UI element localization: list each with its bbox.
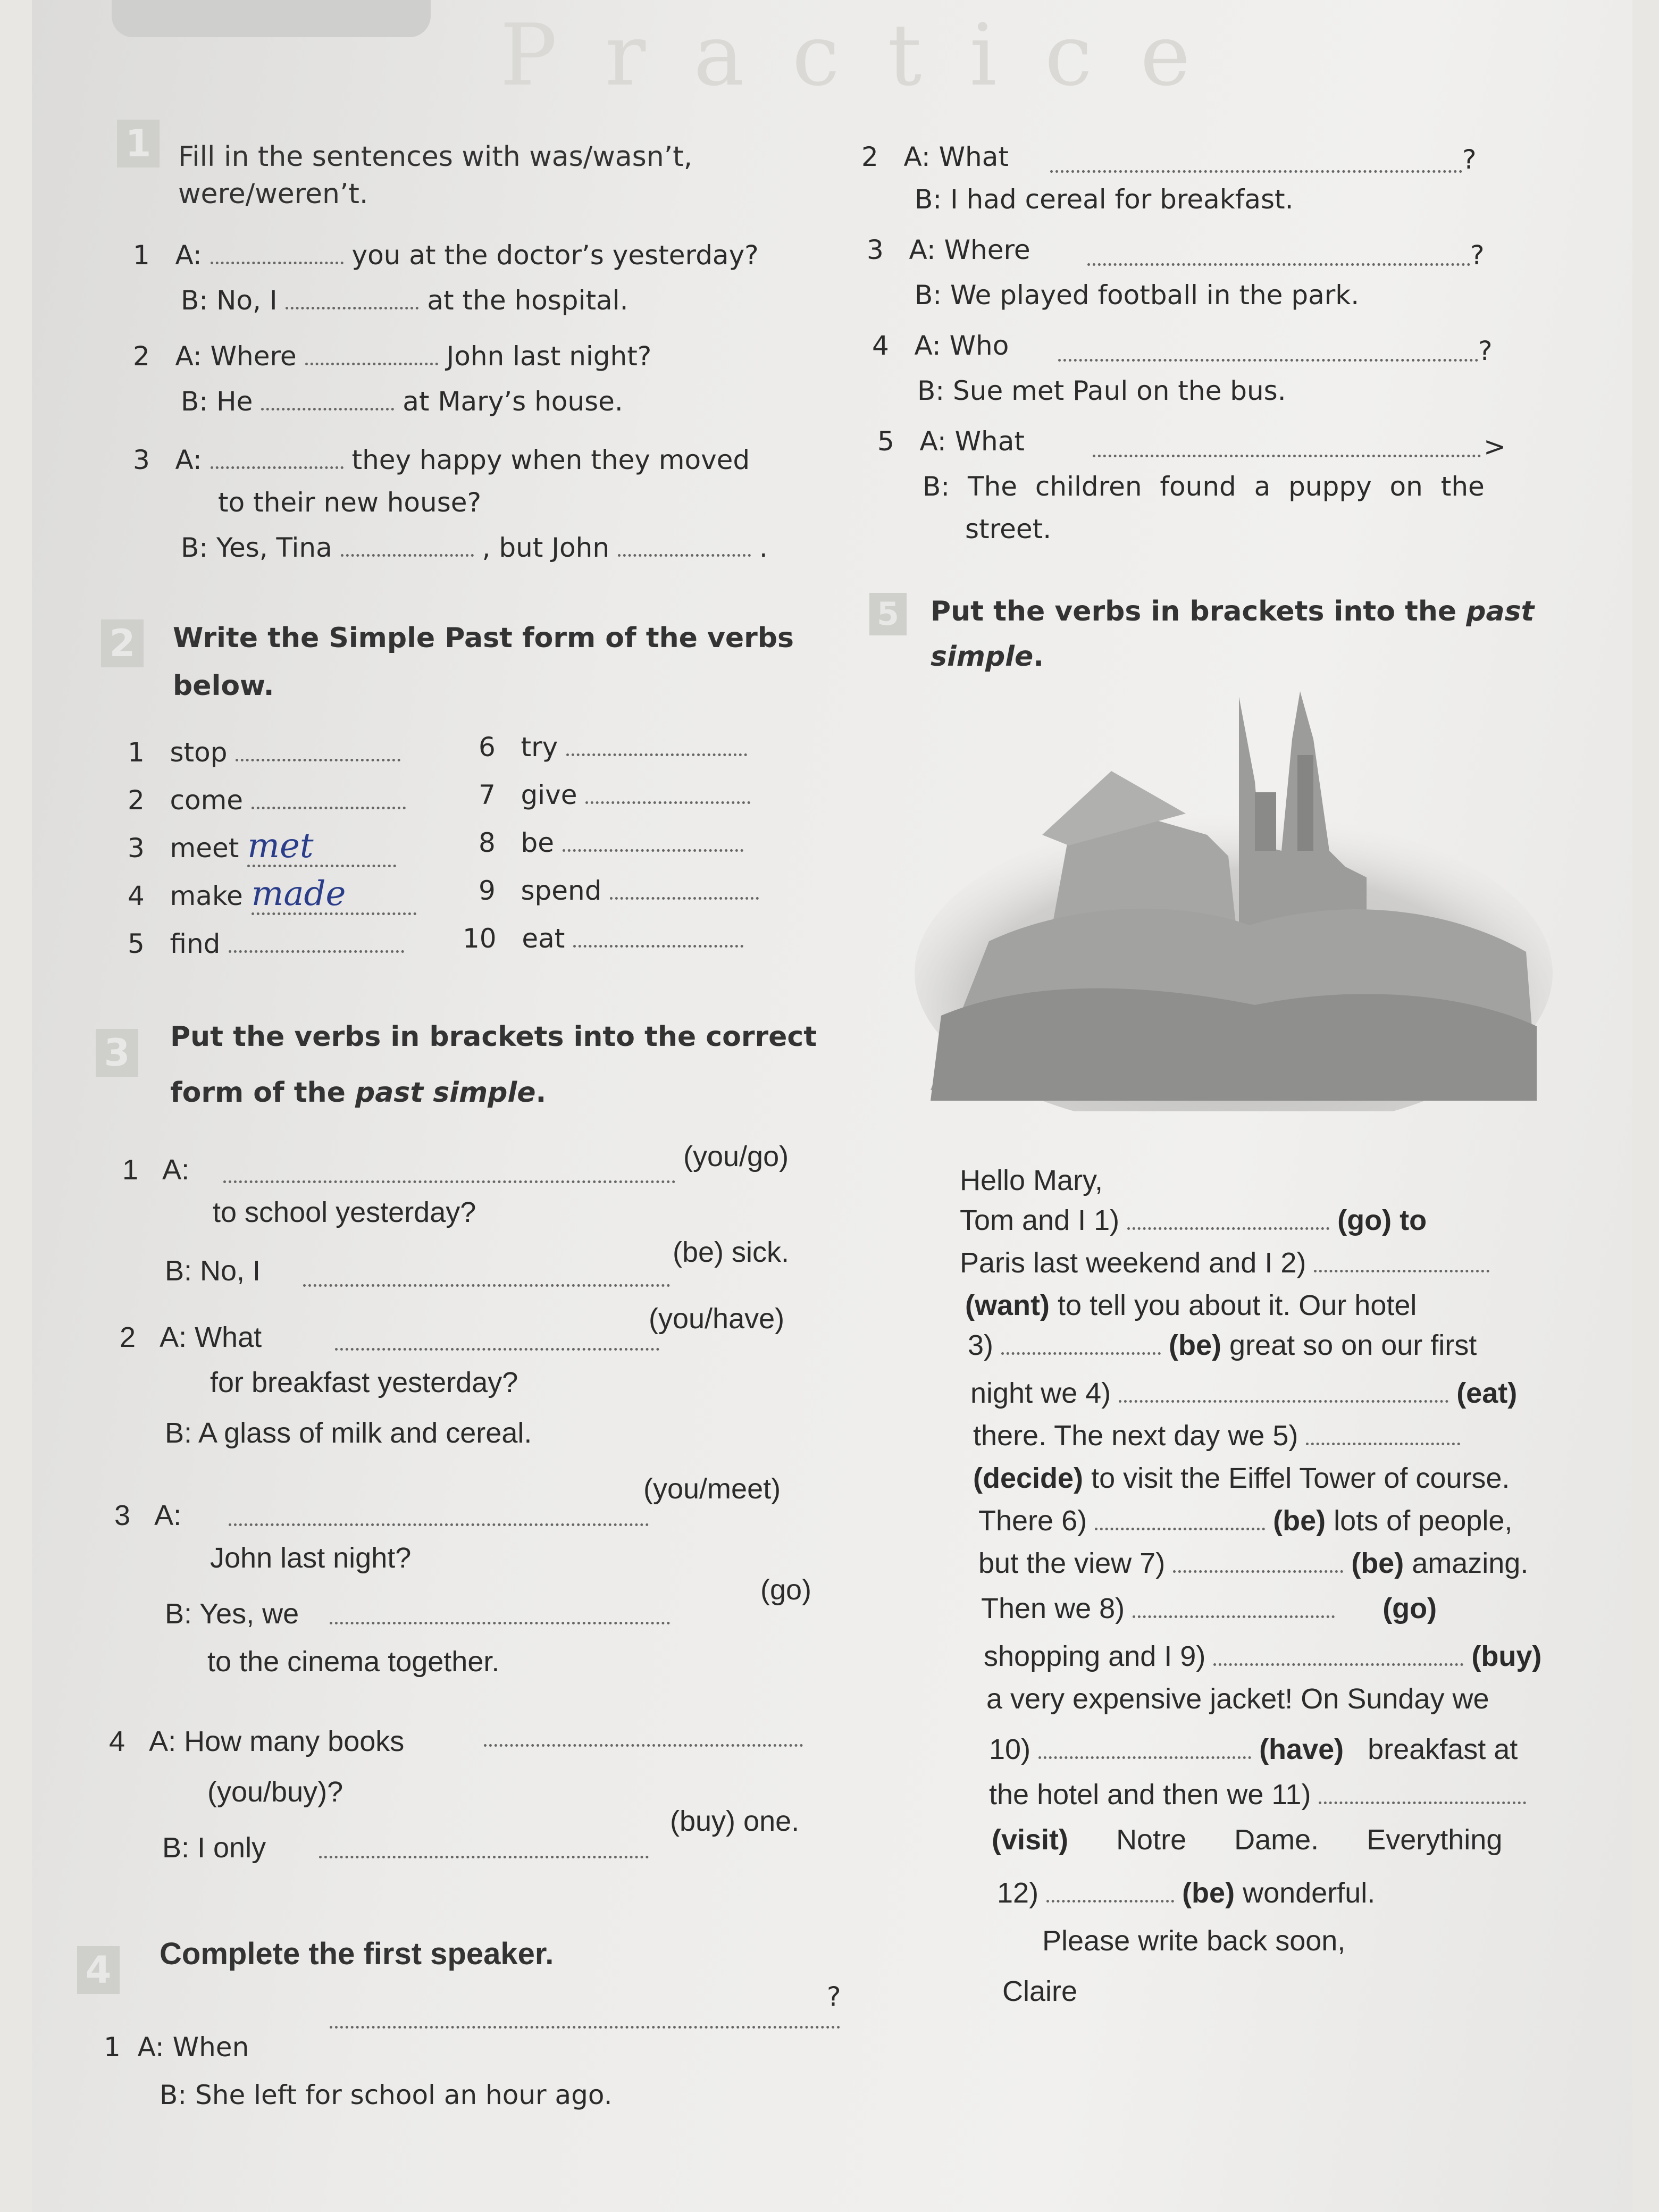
ex4-blank-1[interactable]	[330, 2005, 840, 2029]
ex3-blank-2[interactable]	[335, 1327, 659, 1351]
ex3-item-3-b: B: Yes, we	[165, 1598, 299, 1630]
verb-answer[interactable]	[610, 876, 759, 900]
ex3-item-1-a: 1 A:	[122, 1154, 190, 1186]
letter-line-12: a very expensive jacket! On Sunday we	[986, 1683, 1489, 1715]
letter-line-16: 12) (be) wonderful.	[997, 1877, 1376, 1909]
letter-line-14: the hotel and then we 11)	[989, 1779, 1526, 1811]
exercise-5-number: 5	[869, 593, 907, 635]
exercise-4-number: 4	[77, 1946, 120, 1994]
verb-item: 6 try	[479, 731, 747, 763]
ex1-item-1-a: 1 A: you at the doctor’s yesterday?	[133, 240, 759, 271]
letter-line-8: There 6) (be) lots of people,	[978, 1505, 1513, 1537]
ex3-blank-1b[interactable]	[303, 1263, 670, 1287]
ex3-blank-3[interactable]	[229, 1502, 649, 1526]
letter-blank-8[interactable]	[1133, 1594, 1335, 1618]
exercise-2-title-line2: below.	[173, 670, 274, 702]
ex3-item-4-cont: (you/buy)?	[207, 1776, 343, 1808]
blank[interactable]	[261, 387, 394, 410]
verb-answer[interactable]	[566, 732, 747, 756]
header-tab	[112, 0, 431, 37]
exercise-5-title-line2: simple.	[931, 641, 1044, 673]
ex4-blank-3[interactable]	[1087, 242, 1470, 266]
ex4-item-4-b: B: Sue met Paul on the bus.	[917, 375, 1286, 406]
letter-blank-1[interactable]	[1127, 1206, 1329, 1230]
ex3-blank-4[interactable]	[484, 1723, 803, 1747]
ex4-item-1-a: 1 A: When	[104, 2032, 249, 2063]
verb-item: 4 make made	[128, 880, 416, 915]
letter-blank-2[interactable]	[1314, 1249, 1489, 1272]
ex1-item-3-b: B: Yes, Tina , but John .	[181, 532, 768, 563]
blank[interactable]	[618, 533, 751, 557]
letter-signature: Claire	[1002, 1975, 1078, 2007]
exercise-3-number: 3	[96, 1029, 138, 1077]
ex4-end-3: ?	[1470, 240, 1485, 271]
verb-answer[interactable]: met	[247, 833, 396, 867]
letter-line-4: 3) (be) great so on our first	[968, 1329, 1477, 1361]
ex1-item-3-a: 3 A: they happy when they moved	[133, 445, 750, 475]
blank[interactable]	[211, 445, 343, 469]
ex3-hint-1: (you/go)	[683, 1141, 789, 1172]
ex3-item-4-a: 4 A: How many books	[109, 1725, 405, 1757]
verb-answer[interactable]	[573, 924, 743, 948]
verb-item: 3 meet met	[128, 832, 396, 867]
letter-line-15: (visit) Notre Dame. Everything	[992, 1824, 1503, 1856]
ex3-hint-3: (you/meet)	[643, 1473, 781, 1505]
exercise-4-title: Complete the first speaker.	[160, 1937, 554, 1971]
exercise-5-title-line1: Put the verbs in brackets into the past	[931, 596, 1535, 627]
letter-line-13: 10) (have) breakfast at	[989, 1733, 1518, 1765]
ex3-item-3-cont: John last night?	[210, 1542, 412, 1574]
letter-blank-11[interactable]	[1319, 1780, 1526, 1804]
ex3-item-1-cont: to school yesterday?	[213, 1196, 476, 1228]
exercise-1-title-line1: Fill in the sentences with was/wasn’t,	[178, 141, 693, 173]
ex4-blank-5[interactable]	[1093, 433, 1481, 457]
verb-item: 5 find	[128, 928, 404, 960]
exercise-2-title-line1: Write the Simple Past form of the verbs	[173, 622, 794, 654]
ex3-item-1-b: B: No, I	[165, 1255, 261, 1287]
ex3-hint-1b: (be) sick.	[673, 1236, 790, 1268]
ex1-item-1-b: B: No, I at the hospital.	[181, 285, 629, 316]
letter-blank-12[interactable]	[1046, 1879, 1174, 1903]
letter-line-10: Then we 8) (go)	[981, 1593, 1437, 1624]
letter-line-7: (decide) to visit the Eiffel Tower of course.	[973, 1462, 1510, 1494]
verb-item: 2 come	[128, 784, 406, 816]
letter-blank-10[interactable]	[1038, 1735, 1251, 1759]
blank[interactable]	[211, 240, 343, 264]
verb-answer[interactable]	[236, 738, 400, 761]
letter-blank-9[interactable]	[1213, 1642, 1463, 1666]
ex4-item-1-b: B: She left for school an hour ago.	[160, 2080, 613, 2110]
ex3-blank-4b[interactable]	[319, 1834, 649, 1858]
ex4-item-5-b: B: The children found a puppy on the	[923, 471, 1485, 502]
worksheet-page	[32, 0, 1632, 2212]
exercise-2-number: 2	[101, 619, 144, 667]
verb-item: 9 spend	[479, 875, 759, 907]
verb-item: 8 be	[479, 827, 743, 859]
blank[interactable]	[305, 341, 438, 365]
ex3-item-2-cont: for breakfast yesterday?	[210, 1367, 518, 1398]
verb-item: 7 give	[479, 779, 750, 811]
ex3-item-3-a: 3 A:	[114, 1499, 182, 1531]
page-title: Practice	[500, 5, 1238, 105]
verb-answer[interactable]	[252, 785, 406, 809]
letter-greeting: Hello Mary,	[960, 1164, 1103, 1196]
blank[interactable]	[341, 533, 474, 557]
ex4-blank-2[interactable]	[1050, 149, 1462, 173]
ex3-blank-3b[interactable]	[330, 1601, 670, 1624]
ex4-end-4: ?	[1478, 336, 1493, 366]
ex3-item-4-b: B: I only	[162, 1832, 266, 1864]
letter-blank-5[interactable]	[1306, 1421, 1460, 1445]
verb-answer[interactable]	[563, 828, 743, 852]
ex4-item-2-b: B: I had cereal for breakfast.	[915, 184, 1294, 215]
exercise-3-title-line2: form of the past simple.	[170, 1077, 547, 1109]
ex4-blank-4[interactable]	[1058, 338, 1478, 362]
letter-line-9: but the view 7) (be) amazing.	[978, 1547, 1529, 1579]
letter-closing: Please write back soon,	[1042, 1925, 1346, 1957]
ex4-item-4-a: 4 A: Who	[872, 330, 1009, 361]
exercise-3-title-line1: Put the verbs in brackets into the correct	[170, 1021, 817, 1053]
ex4-end-5: >	[1484, 431, 1506, 462]
ex4-item-5-b-cont: street.	[965, 514, 1052, 544]
letter-line-6: there. The next day we 5)	[973, 1420, 1460, 1452]
ex1-item-3-a-cont: to their new house?	[218, 487, 482, 518]
ex4-item-5-a: 5 A: What	[877, 426, 1025, 457]
ex1-item-2-a: 2 A: Where John last night?	[133, 341, 652, 372]
letter-line-2: Paris last weekend and I 2)	[960, 1247, 1489, 1279]
notre-dame-cathedral-image	[909, 675, 1558, 1111]
ex4-item-3-a: 3 A: Where	[867, 234, 1030, 265]
letter-blank-4[interactable]	[1119, 1379, 1448, 1403]
ex3-hint-2: (you/have)	[649, 1303, 785, 1335]
letter-blank-7[interactable]	[1173, 1549, 1343, 1573]
ex1-item-2-b: B: He at Mary’s house.	[181, 386, 623, 417]
letter-line-11: shopping and I 9) (buy)	[984, 1640, 1542, 1672]
exercise-1-title-line2: were/weren’t.	[178, 178, 368, 210]
verb-answer[interactable]	[229, 929, 404, 953]
ex4-item-2-a: 2 A: What	[861, 141, 1009, 172]
ex3-blank-1[interactable]	[223, 1159, 675, 1183]
ex4-end-2: ?	[1462, 144, 1477, 175]
ex3-hint-3b: (go)	[760, 1574, 812, 1606]
ex3-item-2-b: B: A glass of milk and cereal.	[165, 1417, 532, 1449]
verb-answer[interactable]: made	[252, 881, 416, 915]
ex3-item-3-b-cont: to the cinema together.	[207, 1646, 500, 1678]
letter-blank-6[interactable]	[1095, 1506, 1265, 1530]
verb-item: 1 stop	[128, 736, 400, 768]
ex3-item-2-a: 2 A: What	[120, 1321, 262, 1353]
blank[interactable]	[286, 286, 418, 309]
letter-line-3: (want) to tell you about it. Our hotel	[965, 1289, 1417, 1321]
letter-line-5: night we 4) (eat)	[970, 1377, 1518, 1409]
exercise-1-number: 1	[117, 120, 160, 167]
letter-blank-3[interactable]	[1001, 1331, 1161, 1355]
verb-answer[interactable]	[585, 780, 750, 804]
verb-item: 10 eat	[463, 923, 743, 954]
letter-line-1: Tom and I 1) (go) to	[960, 1204, 1427, 1236]
ex4-item-3-b: B: We played football in the park.	[915, 280, 1360, 311]
ex4-end-1: ?	[827, 1981, 841, 2012]
ex3-hint-4b: (buy) one.	[670, 1805, 800, 1837]
